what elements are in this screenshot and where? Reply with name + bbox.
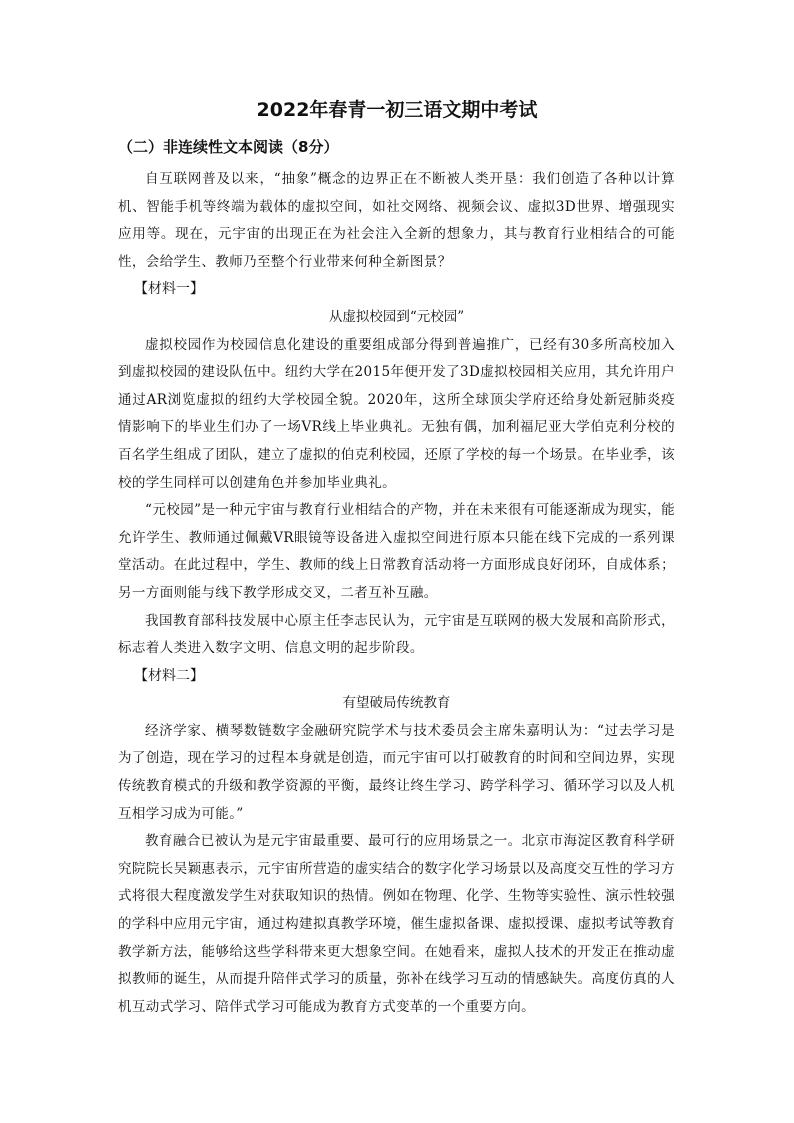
- section-heading: （二）非连续性文本阅读（8分）: [118, 138, 339, 156]
- material-one-paragraph: “元校园”是一种元宇宙与教育行业相结合的产物，并在未来很有可能逐渐成为现实，能允许学生、教师通过佩戴VR眼镜等设备进入虚拟空间进行原本只能在线下完成的一系列课堂活动。在此过程中，学生、教师的线上日常教育活动将一方面形成良好闭环，自成体系；另一方面则能与线下教学形成交叉，二者互补互融。: [118, 502, 675, 601]
- material-two-paragraph: 经济学家、横琴数链数字金融研究院学术与技术委员会主席朱嘉明认为：“过去学习是为了创造，现在学习的过程本身就是创造，而元宇宙可以打破教育的时间和空间边界，实现传统教育模式的升级和教学资源的平衡，最终让终生学习、跨学科学习、循环学习以及人机互相学习成为可能。”: [118, 722, 675, 822]
- intro-paragraph: 自互联网普及以来，“抽象”概念的边界正在不断被人类开垦：我们创造了各种以计算机、智能手机等终端为载体的虚拟空间，如社交网络、视频会议、虚拟3D世界、增强现实应用等。现在，元宇宙的出现正在为社会注入全新的想象力，其与教育行业相结合的可能性，会给学生、教师乃至整个行业带来何种全新图景？: [118, 171, 675, 270]
- material-two-label: 【材料二】: [134, 667, 204, 684]
- material-two-subtitle: 有望破局传统教育: [342, 695, 451, 712]
- material-two-paragraph: 教育融合已被认为是元宇宙最重要、最可行的应用场景之一。北京市海淀区教育科学研究院院长吴颖惠表示，元宇宙所营造的虚实结合的数字化学习场景以及高度交互性的学习方式将很大程度激发学生对获取知识的热情。例如在物理、化学、生物等实验性、演示性较强的学科中应用元宇宙，通过构建拟真教学环境，催生虚拟备课、虚拟授课、虚拟考试等教育教学新方法，能够给这些学科带来更大想象空间。在她看来，虚拟人技术的开发正在推动虚拟教师的诞生，从而提升陪伴式学习的质量，弥补在线学习互动的情感缺失。高度仿真的人机互动式学习、陪伴式学习可能成为教育方式变革的一个重要方向。: [118, 833, 675, 1015]
- material-one-paragraph: 我国教育部科技发展中心原主任李志民认为，元宇宙是互联网的极大发展和高阶形式，标志着人类进入数字文明、信息文明的起步阶段。: [118, 612, 675, 657]
- material-one-label: 【材料一】: [134, 281, 204, 298]
- material-one-paragraph: 虚拟校园作为校园信息化建设的重要组成部分得到普遍推广，已经有30多所高校加入到虚拟校园的建设队伍中。纽约大学在2015年便开发了3D虚拟校园相关应用，其允许用户通过AR浏览虚拟的纽约大学校园全貌。2020年，这所全球顶尖学府还给身处新冠肺炎疫情影响下的毕业生们办了一场VR线上毕业典礼。无独有偶，加利福尼亚大学伯克利分校的百名学生组成了团队，建立了虚拟的伯克利校园，还原了学校的每一个场景。在毕业季，该校的学生同样可以创建角色并参加毕业典礼。: [118, 336, 675, 491]
- material-one-subtitle: 从虚拟校园到“元校园”: [328, 308, 465, 325]
- document-body: [118, 166, 675, 1021]
- exam-title: 2022年春青一初三语文期中考试: [256, 99, 538, 121]
